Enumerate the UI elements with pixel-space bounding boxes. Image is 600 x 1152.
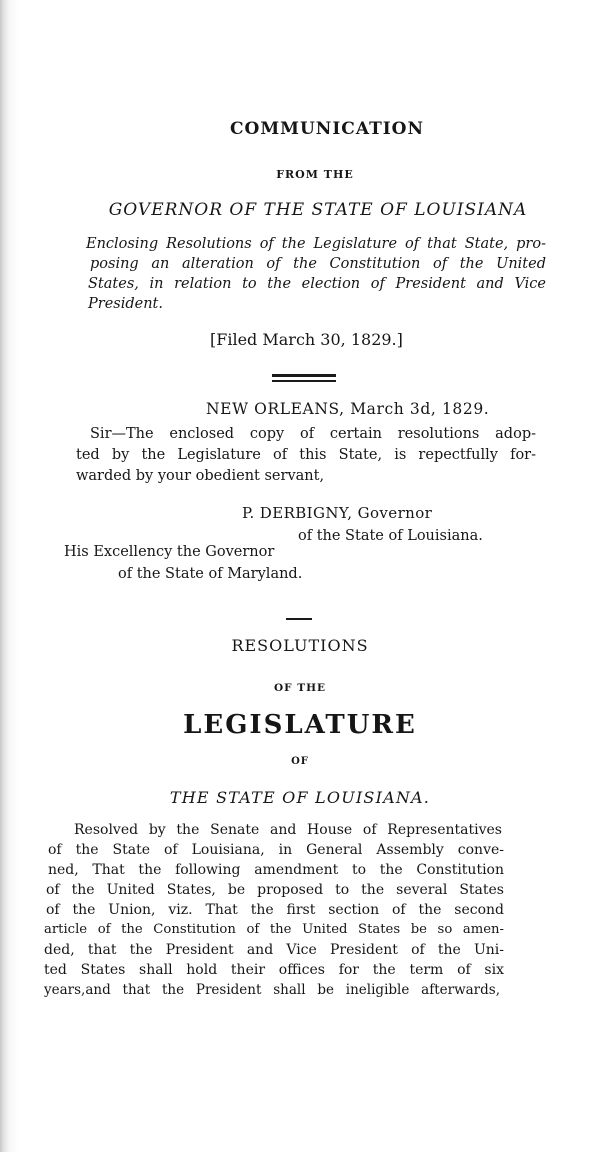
short-rule xyxy=(286,618,312,620)
resolution-line-7: ded, that the President and Vice President of the Uni- xyxy=(44,942,504,958)
signature-title: of the State of Louisiana. xyxy=(298,528,483,544)
resolutions-heading: RESOLUTIONS xyxy=(231,636,369,655)
letter-line-3: warded by your obedient servant, xyxy=(76,468,325,484)
resolution-line-1: Resolved by the Senate and House of Representatives xyxy=(74,822,502,838)
addressee-line-2: of the State of Maryland. xyxy=(118,566,303,582)
resolution-line-5: of the Union, viz. That the first section of the second xyxy=(46,902,504,918)
governor-heading: GOVERNOR OF THE STATE OF LOUISIANA xyxy=(108,200,528,220)
double-rule-top xyxy=(272,374,336,377)
resolution-line-4: of the United States, be proposed to the several States xyxy=(46,882,504,898)
resolution-line-2: of the State of Louisiana, in General Assembly conve- xyxy=(48,842,504,858)
resolution-line-6: article of the Constitution of the United States be so amen- xyxy=(44,922,504,937)
scan-edge-shadow xyxy=(0,0,18,1152)
from-the-label: FROM THE xyxy=(276,168,354,181)
resolution-line-8: ted States shall hold their offices for the term of six xyxy=(44,962,504,978)
resolution-line-9: years,and that the President shall be ineligible afterwards, xyxy=(44,982,500,998)
state-of-louisiana-heading: THE STATE OF LOUISIANA. xyxy=(169,788,431,807)
signature-name: P. DERBIGNY, Governor xyxy=(242,504,433,522)
filed-date: [Filed March 30, 1829.] xyxy=(210,330,403,349)
enclosing-line-2: posing an alteration of the Constitution of the United xyxy=(90,256,546,272)
enclosing-line-4: President. xyxy=(88,296,163,312)
document-title: COMMUNICATION xyxy=(230,119,425,139)
resolution-line-3: ned, That the following amendment to the Constitution xyxy=(48,862,504,878)
legislature-heading: LEGISLATURE xyxy=(183,710,417,740)
enclosing-line-3: States, in relation to the election of President and Vice xyxy=(88,276,546,292)
addressee-line-1: His Excellency the Governor xyxy=(64,544,275,560)
of-the-label: OF THE xyxy=(274,682,326,694)
letter-dateline: NEW ORLEANS, March 3d, 1829. xyxy=(206,400,490,418)
of-label: OF xyxy=(291,756,309,767)
double-rule-bottom xyxy=(272,380,336,382)
letter-line-1: Sir—The enclosed copy of certain resolutions adop- xyxy=(90,426,536,442)
letter-line-2: ted by the Legislature of this State, is repectfully for- xyxy=(76,447,536,463)
enclosing-line-1: Enclosing Resolutions of the Legislature of that State, pro- xyxy=(86,236,546,252)
